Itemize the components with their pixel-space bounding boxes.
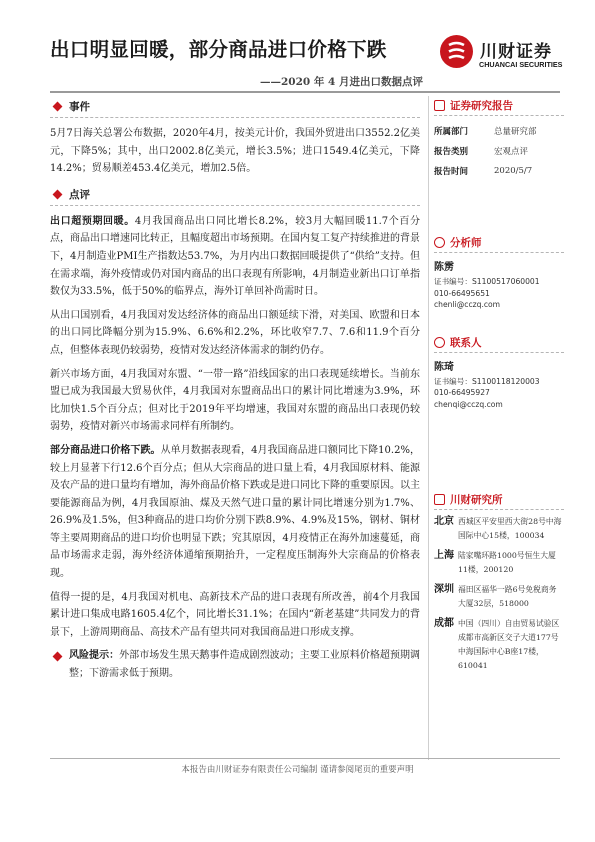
comment-paragraph-4 bbox=[50, 442, 420, 583]
comment-paragraph-3: 新兴市场方面，4月我国对东盟、“一带一路”沿线国家的出口表现延续增长。当前东盟已成为我国最大贸易伙伴，4月我国对东盟商品出口的累计同比增速为3.9%，环比加快1.5个百分点；但对比于2019年平均增速，我国对东盟的商品出口表现仍较弱势，疫情对新兴市场需求同样有所制约。 bbox=[50, 368, 420, 433]
risk-text: 外部市场发生黑天鹅事件造成剧烈波动；主要工业原料价格超预期调整；下游需求低于预期。 bbox=[69, 650, 421, 680]
sidebar bbox=[434, 96, 564, 679]
meta-row bbox=[434, 121, 564, 141]
meta-value: 宏观点评 bbox=[494, 147, 529, 157]
office-shanghai bbox=[434, 549, 564, 577]
office-city: 上海 bbox=[434, 550, 454, 561]
meta-row bbox=[434, 161, 564, 181]
analyst-card bbox=[434, 258, 564, 311]
report-icon bbox=[434, 100, 445, 111]
analyst-cert: 证书编号：S1100517060001 bbox=[434, 277, 540, 286]
column-divider bbox=[428, 96, 429, 760]
risk-paragraph bbox=[69, 647, 420, 682]
section-header-comment bbox=[50, 184, 420, 206]
office-chengdu bbox=[434, 617, 564, 673]
comment-paragraph-1 bbox=[50, 213, 420, 301]
office-address: 陆家嘴环路1000号恒生大厦11楼，200120 bbox=[458, 551, 556, 574]
sidebar-header-analyst bbox=[434, 233, 564, 253]
contact-card bbox=[434, 358, 564, 411]
analyst-icon bbox=[434, 237, 445, 248]
diamond-bullet-icon bbox=[53, 189, 63, 199]
paragraph-body: 从单月数据表现看，4月我国商品进口额同比下降10.2%，较上月显著下行12.6个百分点；但从大宗商品的进口量上看，4月我国原材料、能源及农产品的进口量均有增加，海外商品价格下跌或是进口同比下降的重要原因。以主要能源商品为例，4月我国原油、煤及天然气进口量的累计同比增速分别为1.7%、26.9%及1.5%，但3种商品的进口均价分别下跌8.9%、4.9%及15%，钢材、铜材等主要周期商品的进口均价也明显下跌；究其原因，4月疫情正在海外加速蔓延，商品市场需求走弱，海外经济体通缩预期抬升，一定程度压制海外大宗商品的价格表现。 bbox=[50, 444, 420, 580]
risk-label: 风险提示： bbox=[69, 650, 120, 662]
logo-text-en: CHUANCAI SECURITIES bbox=[479, 60, 563, 69]
office-city: 成都 bbox=[434, 618, 454, 629]
meta-value: 2020/5/7 bbox=[494, 166, 533, 176]
sidebar-title-institute: 川财研究所 bbox=[450, 494, 503, 506]
meta-row bbox=[434, 141, 564, 161]
diamond-bullet-icon bbox=[53, 102, 63, 112]
event-paragraph: 5月7日海关总署公布数据，2020年4月，按美元计价，我国外贸进出口3552.2亿美元，下降5%；其中，出口2002.8亿美元，增长3.5%；进口1549.4亿美元，下降14.2%；贸易顺差453.4亿美元，增加2.5倍。 bbox=[50, 128, 420, 175]
sidebar-title-report: 证券研究报告 bbox=[450, 100, 513, 112]
analyst-name: 陈雳 bbox=[434, 262, 454, 273]
office-city: 北京 bbox=[434, 516, 454, 527]
analyst-email[interactable]: chenli@cczq.com bbox=[434, 300, 501, 309]
contact-cert: 证书编号：S1100118120003 bbox=[434, 376, 540, 386]
diamond-bullet-icon bbox=[53, 652, 63, 662]
meta-key: 报告时间 bbox=[434, 167, 469, 177]
analyst-phone: 010-66495651 bbox=[434, 288, 490, 298]
company-logo bbox=[440, 35, 563, 75]
sidebar-header-institute bbox=[434, 490, 564, 510]
sidebar-header-report bbox=[434, 96, 564, 116]
section-label-comment: 点评 bbox=[69, 188, 90, 201]
paragraph-body: 4月我国商品出口同比增长8.2%，较3月大幅回暖11.7个百分点，商品出口增速同比转正，且幅度超出市场预期。在国内复工复产持续推进的背景下，4月制造业PMI生产指数达53.7%，为月内出口数据回暖提供了“供给”支持。但在需求端，海外疫情或仍对国内商品的出口表现有所影响，4月制造业新出口订单指数仅为33.5%，低于50%的临界点，海外订单回补尚需时日。 bbox=[50, 215, 420, 298]
section-label-event: 事件 bbox=[69, 101, 90, 113]
logo-mark-icon bbox=[440, 35, 473, 68]
meta-key: 报告类别 bbox=[434, 147, 469, 157]
meta-value: 总量研究部 bbox=[494, 127, 537, 137]
meta-key: 所属部门 bbox=[434, 127, 469, 137]
office-city: 深圳 bbox=[434, 584, 454, 595]
paragraph-lead: 部分商品进口价格下跌。 bbox=[50, 444, 161, 456]
comment-paragraph-5: 值得一提的是，4月我国对机电、高新技术产品的进口表现有所改善，前4个月我国累计进口集成电路1605.4亿个，同比增长31.1%；在国内“新老基建”共同发力的背景下，上游周期商品、高技术产品有望共同对我国商品进口形成支撑。 bbox=[50, 591, 420, 638]
office-shenzhen bbox=[434, 583, 564, 611]
section-header-event bbox=[50, 96, 420, 118]
report-title: 出口明显回暖，部分商品进口价格下跌 bbox=[50, 38, 387, 61]
report-subtitle: ——2020 年 4 月进出口数据点评 bbox=[260, 76, 423, 88]
sidebar-title-contact: 联系人 bbox=[450, 336, 482, 349]
office-beijing bbox=[434, 515, 564, 543]
sidebar-header-contact bbox=[434, 333, 564, 353]
contact-icon bbox=[434, 337, 445, 348]
main-column bbox=[50, 96, 420, 689]
footer-disclaimer: 本报告由川财证券有限责任公司编制 谨请参阅尾页的重要声明 bbox=[181, 765, 414, 775]
office-address: 中国（四川）自由贸易试验区成都市高新区交子大道177号中海国际中心B座17楼，610041 bbox=[458, 619, 560, 670]
footer-divider bbox=[50, 758, 560, 759]
logo-text-cn: 川财证券 bbox=[480, 42, 552, 62]
risk-warning bbox=[50, 647, 420, 688]
office-address: 福田区福华一路6号免税商务大厦32层，518000 bbox=[458, 585, 557, 608]
paragraph-lead: 出口超预期回暖。 bbox=[50, 215, 135, 227]
sidebar-title-analyst: 分析师 bbox=[450, 237, 482, 249]
office-address: 西城区平安里西大街28号中海国际中心15楼，100034 bbox=[458, 517, 562, 540]
contact-email[interactable]: chenqi@cczq.com bbox=[434, 399, 503, 409]
contact-phone: 010-66495927 bbox=[434, 388, 490, 397]
comment-paragraph-2: 从出口国别看，4月我国对发达经济体的商品出口额延续下滑，对美国、欧盟和日本的出口同比降幅分别为15.9%、6.6%和2.2%，环比收窄7.7、7.6和11.9个百分点，但整体表现仍较弱势，疫情对发达经济体需求的制约仍存。 bbox=[50, 309, 420, 356]
contact-name: 陈琦 bbox=[434, 361, 454, 373]
building-icon bbox=[434, 494, 445, 505]
header-divider bbox=[50, 91, 560, 93]
